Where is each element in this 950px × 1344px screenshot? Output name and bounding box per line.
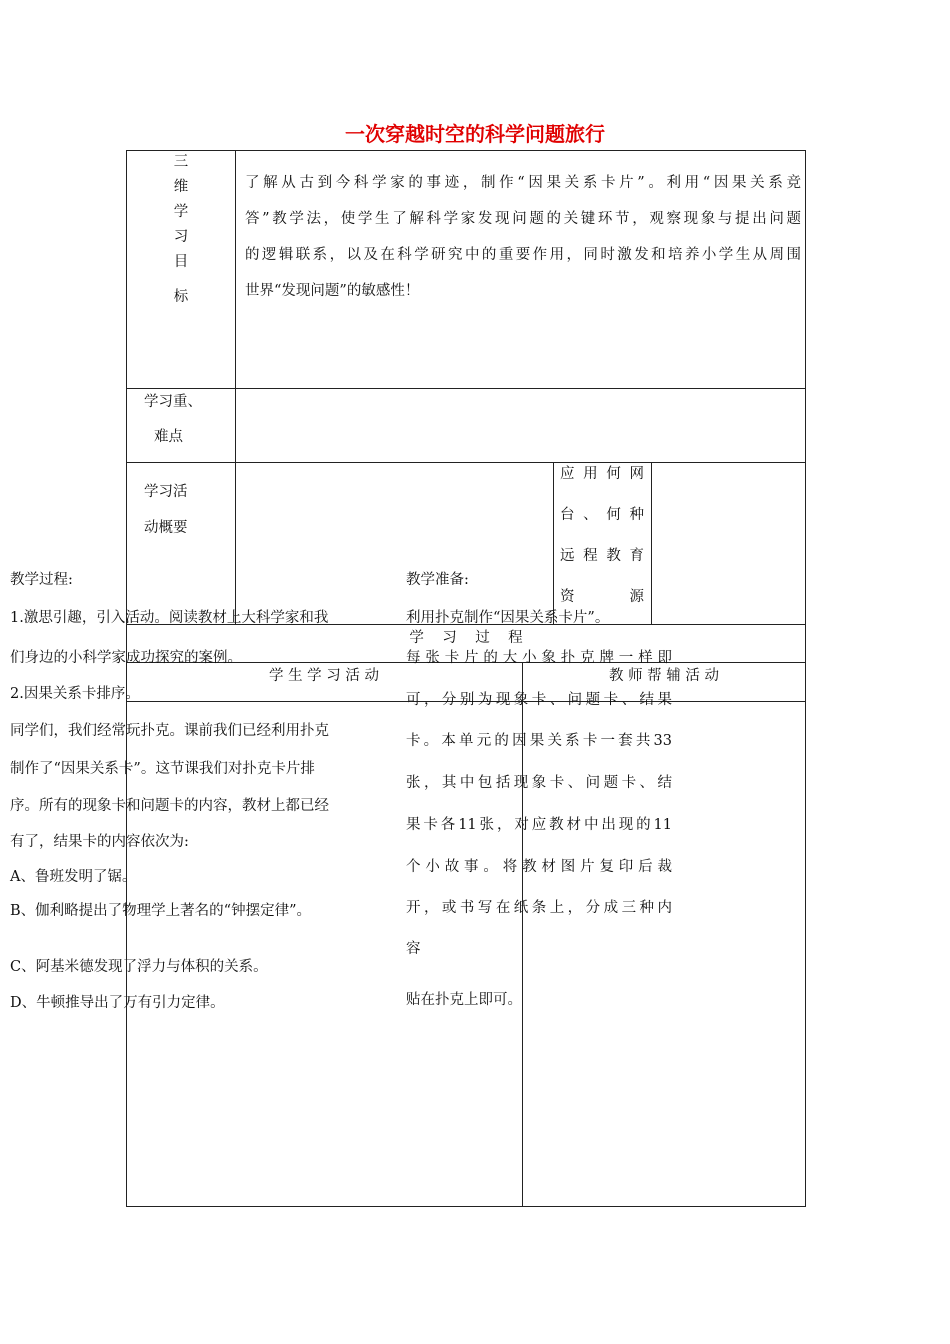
resource-label-line: 台 、 何 种 bbox=[560, 507, 644, 523]
student-activity-line: 同学们，我们经常玩扑克。课前我们已经利用扑克 bbox=[10, 723, 329, 739]
student-activity-header: 学 生 学 习 活 动 bbox=[268, 668, 380, 684]
goals-label-char: 标 bbox=[173, 289, 189, 305]
student-activity-line: 制作了“因果关系卡”。这节课我们对扑克卡片排 bbox=[10, 761, 315, 777]
teacher-activity-line: 贴在扑克上即可。 bbox=[406, 992, 522, 1008]
row-divider bbox=[126, 462, 806, 463]
goals-label-char: 三 bbox=[173, 154, 189, 170]
activity-overview-label: 动概要 bbox=[144, 520, 188, 536]
resource-label-line: 远 程 教 育 bbox=[560, 548, 644, 564]
goals-label-char: 目 bbox=[173, 254, 189, 270]
student-activity-line: 有了，结果卡的内容依次为: bbox=[10, 834, 189, 850]
column-divider bbox=[651, 462, 652, 624]
activity-overview-label: 学习活 bbox=[144, 484, 188, 500]
key-points-label: 学习重、 bbox=[144, 394, 202, 410]
resource-label-line: 资 源 bbox=[560, 589, 644, 605]
table-border-top bbox=[126, 150, 806, 151]
goals-line: 了解从古到今科学家的事迹，制作“因果关系卡片”。利用“因果关系竞 bbox=[245, 175, 801, 191]
student-activity-line: D、牛顿推导出了万有引力定律。 bbox=[10, 995, 225, 1011]
teacher-activity-line: 教学准备: bbox=[406, 572, 469, 588]
student-activity-line: 序。所有的现象卡和问题卡的内容，教材上都已经 bbox=[10, 798, 329, 814]
teacher-activity-line: 利用扑克制作“因果关系卡片”。 bbox=[406, 610, 610, 626]
goals-line: 世界“发现问题”的敏感性！ bbox=[245, 283, 420, 299]
teacher-activity-line: 张，其中包括现象卡、问题卡、结 bbox=[406, 775, 672, 791]
teacher-activity-line: 容 bbox=[406, 941, 421, 957]
document-title: 一次穿越时空的科学问题旅行 bbox=[345, 122, 605, 146]
lesson-plan-table bbox=[126, 150, 806, 1207]
resource-label-line: 应 用 何 网 bbox=[560, 466, 644, 482]
teacher-activity-line: 开，或书写在纸条上，分成三种内 bbox=[406, 900, 672, 916]
student-activity-line: 教学过程: bbox=[10, 572, 73, 588]
student-activity-line: 1.激思引趣，引入活动。阅读教材上大科学家和我 bbox=[10, 610, 329, 626]
student-activity-line: C、阿基米德发现了浮力与体积的关系。 bbox=[10, 959, 268, 975]
table-border-bottom bbox=[126, 1206, 806, 1207]
teacher-activity-line: 果卡各11张，对应教材中出现的11 bbox=[406, 817, 672, 833]
goals-label-char: 学 bbox=[173, 204, 189, 220]
student-activity-line: 们身边的小科学家成功探究的案例。 bbox=[10, 650, 242, 666]
teacher-activity-line: 可，分别为现象卡、问题卡、结果 bbox=[406, 692, 672, 708]
goals-label-char: 习 bbox=[173, 229, 189, 245]
student-activity-line: A、鲁班发明了锯。 bbox=[10, 869, 137, 885]
goals-line: 答”教学法，使学生了解科学家发现问题的关键环节，观察现象与提出问题 bbox=[245, 211, 801, 227]
resource-label bbox=[560, 454, 644, 618]
goals-line: 的逻辑联系，以及在科学研究中的重要作用，同时激发和培养小学生从周围 bbox=[245, 247, 801, 263]
column-divider bbox=[553, 462, 554, 624]
goals-content bbox=[245, 165, 801, 309]
teacher-activity-line: 卡。本单元的因果关系卡一套共33 bbox=[406, 733, 672, 749]
key-points-label: 难点 bbox=[154, 429, 183, 445]
teacher-activity-line: 每张卡片的大小象扑克牌一样即 bbox=[406, 650, 672, 666]
goals-label-char: 维 bbox=[173, 179, 189, 195]
teacher-activity-line: 个小故事。将教材图片复印后裁 bbox=[406, 859, 672, 875]
student-activity-line: 2.因果关系卡排序。 bbox=[10, 686, 140, 702]
process-header: 学 习 过 程 bbox=[409, 630, 523, 646]
student-activity-line: B、伽利略提出了物理学上著名的“钟摆定律”。 bbox=[10, 903, 311, 919]
teacher-activity-header: 教 师 帮 辅 活 动 bbox=[608, 668, 720, 684]
row-divider bbox=[126, 388, 806, 389]
